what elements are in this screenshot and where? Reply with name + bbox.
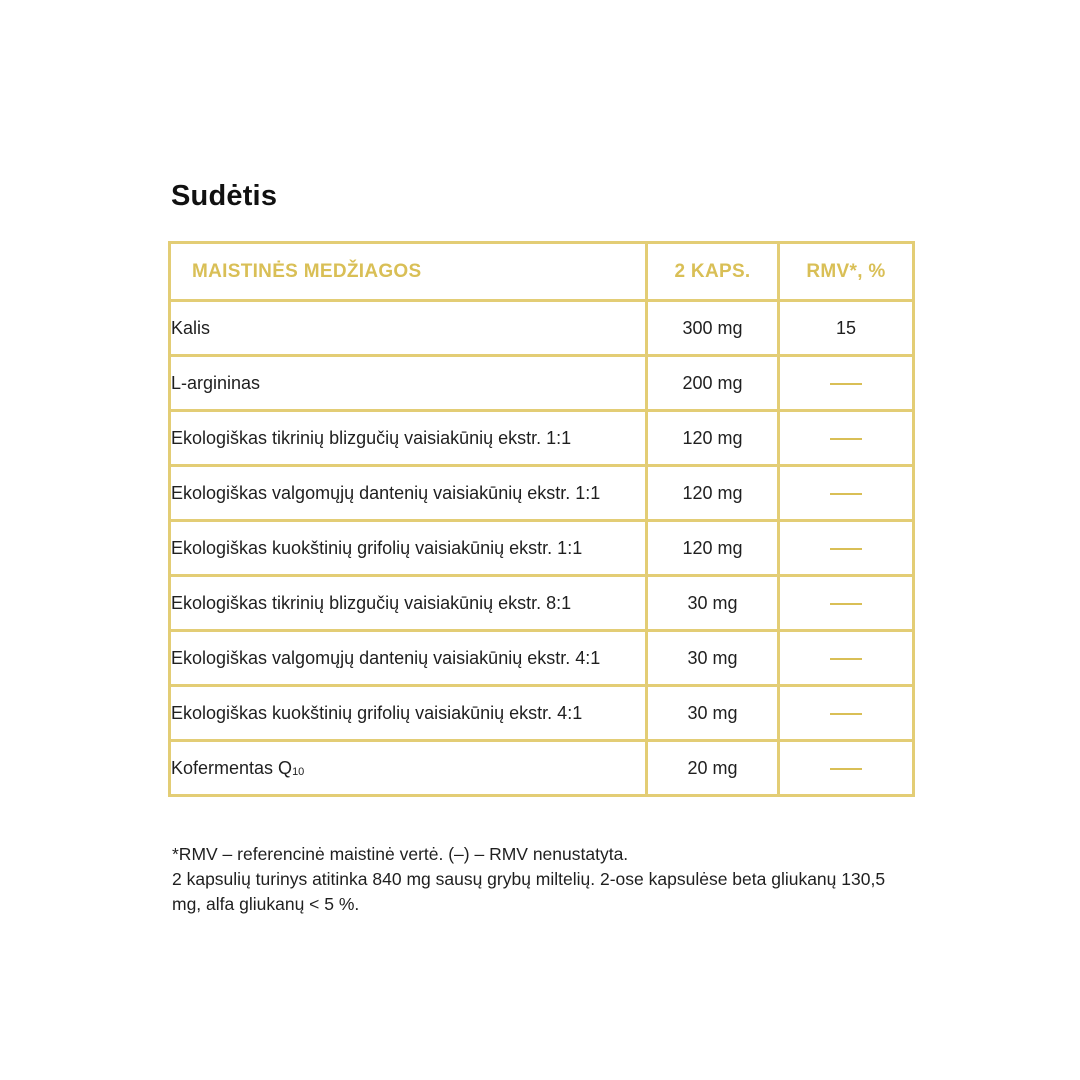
rmv-not-set-dash [830,383,862,385]
ingredient-amount: 120 mg [647,411,779,466]
ingredient-amount: 30 mg [647,576,779,631]
rmv-not-set-dash [830,603,862,605]
ingredient-amount: 200 mg [647,356,779,411]
ingredient-name-text: L-argininas [171,372,261,393]
ingredient-name [170,741,647,796]
table-row [170,741,914,796]
ingredient-name-text: Ekologiškas tikrinių blizgučių vaisiakūnių ekstr. 8:1 [171,592,572,613]
ingredient-name-text: Ekologiškas kuokštinių grifolių vaisiakūnių ekstr. 4:1 [171,702,583,723]
composition-table [168,241,915,797]
ingredient-name [170,576,647,631]
ingredient-rmv [779,521,914,576]
ingredient-name [170,631,647,686]
ingredient-rmv [779,576,914,631]
table-row [170,301,914,356]
table-row [170,631,914,686]
header-rmv: RMV*, % [779,243,914,301]
header-amount: 2 KAPS. [647,243,779,301]
ingredient-name [170,411,647,466]
ingredient-amount: 30 mg [647,631,779,686]
ingredient-rmv [779,631,914,686]
ingredient-name-text: Ekologiškas kuokštinių grifolių vaisiakūnių ekstr. 1:1 [171,537,583,558]
table-header-row [170,243,914,301]
table-row [170,686,914,741]
table-row [170,466,914,521]
ingredient-rmv [779,466,914,521]
table-row [170,356,914,411]
ingredient-rmv [779,356,914,411]
ingredient-rmv [779,686,914,741]
ingredient-name [170,301,647,356]
header-ingredient: MAISTINĖS MEDŽIAGOS [170,243,647,301]
ingredient-name [170,466,647,521]
table-body [170,301,914,796]
ingredient-rmv [779,741,914,796]
rmv-not-set-dash [830,768,862,770]
page-title: Sudėtis [171,180,278,212]
ingredient-name [170,686,647,741]
footnote-rmv: *RMV – referencinė maistinė vertė. (–) – RMV nenustatyta. [172,844,629,864]
composition-table-container [168,241,912,797]
ingredient-name-text: Kalis [171,317,211,338]
ingredient-rmv [779,411,914,466]
ingredient-amount: 30 mg [647,686,779,741]
ingredient-rmv: 15 [779,301,914,356]
ingredient-name-text: Kofermentas Q [171,757,293,778]
table-row [170,576,914,631]
rmv-not-set-dash [830,493,862,495]
ingredient-amount: 300 mg [647,301,779,356]
ingredient-name-text: Ekologiškas tikrinių blizgučių vaisiakūnių ekstr. 1:1 [171,427,572,448]
ingredient-name-text: Ekologiškas valgomųjų dantenių vaisiakūnių ekstr. 4:1 [171,647,601,668]
ingredient-name-subscript: 10 [292,765,305,778]
ingredient-name-text: Ekologiškas valgomųjų dantenių vaisiakūnių ekstr. 1:1 [171,482,601,503]
ingredient-name [170,521,647,576]
rmv-not-set-dash [830,658,862,660]
footnotes [172,842,912,917]
table-row [170,411,914,466]
ingredient-amount: 120 mg [647,466,779,521]
rmv-not-set-dash [830,438,862,440]
table-row [170,521,914,576]
rmv-not-set-dash [830,713,862,715]
ingredient-amount: 120 mg [647,521,779,576]
footnote-content: 2 kapsulių turinys atitinka 840 mg sausų grybų miltelių. 2-ose kapsulėse beta gliukanų 130,5 mg, alfa gliukanų < 5 %. [172,869,886,914]
ingredient-amount: 20 mg [647,741,779,796]
rmv-not-set-dash [830,548,862,550]
ingredient-name [170,356,647,411]
